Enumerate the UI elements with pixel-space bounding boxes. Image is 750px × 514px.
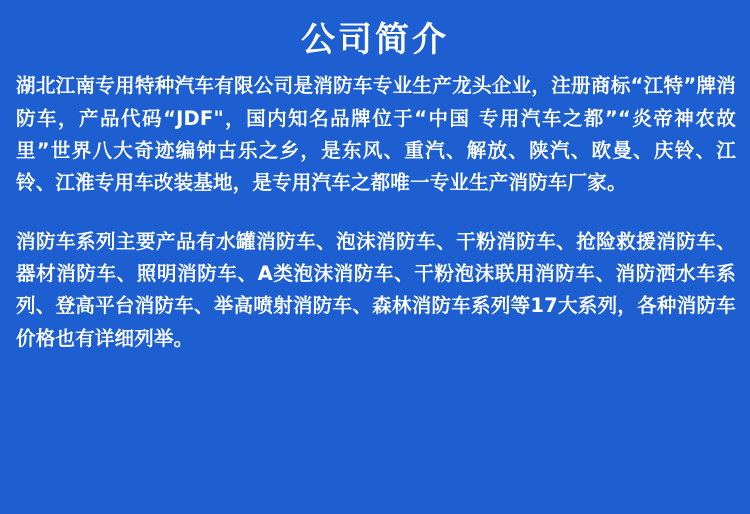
- paragraph-product-series: 消防车系列主要产品有水罐消防车、泡沫消防车、干粉消防车、抢险救援消防车、器材消防车、照明消防车、A类泡沫消防车、干粉泡沫联用消防车、消防洒水车系列、登高平台消防车、举高喷射消防车、森林消防车系列等17大系列，各种消防车价格也有详细列举。: [16, 229, 736, 350]
- paragraph-company-intro: 湖北江南专用特种汽车有限公司是消防车专业生产龙头企业，注册商标“江特”牌消防车，产品代码“JDF"，国内知名品牌位于“中国 专用汽车之都”“炎帝神农故里”世界八大奇迹编钟古乐之乡，是东风、重汽、解放、陕汽、欧曼、庆铃、江铃、江淮专用车改装基地，是专用汽车之都唯一专业生产消防车厂家。: [16, 74, 736, 195]
- profile-body: [0, 70, 750, 355]
- page-title: 公司简介: [301, 20, 449, 60]
